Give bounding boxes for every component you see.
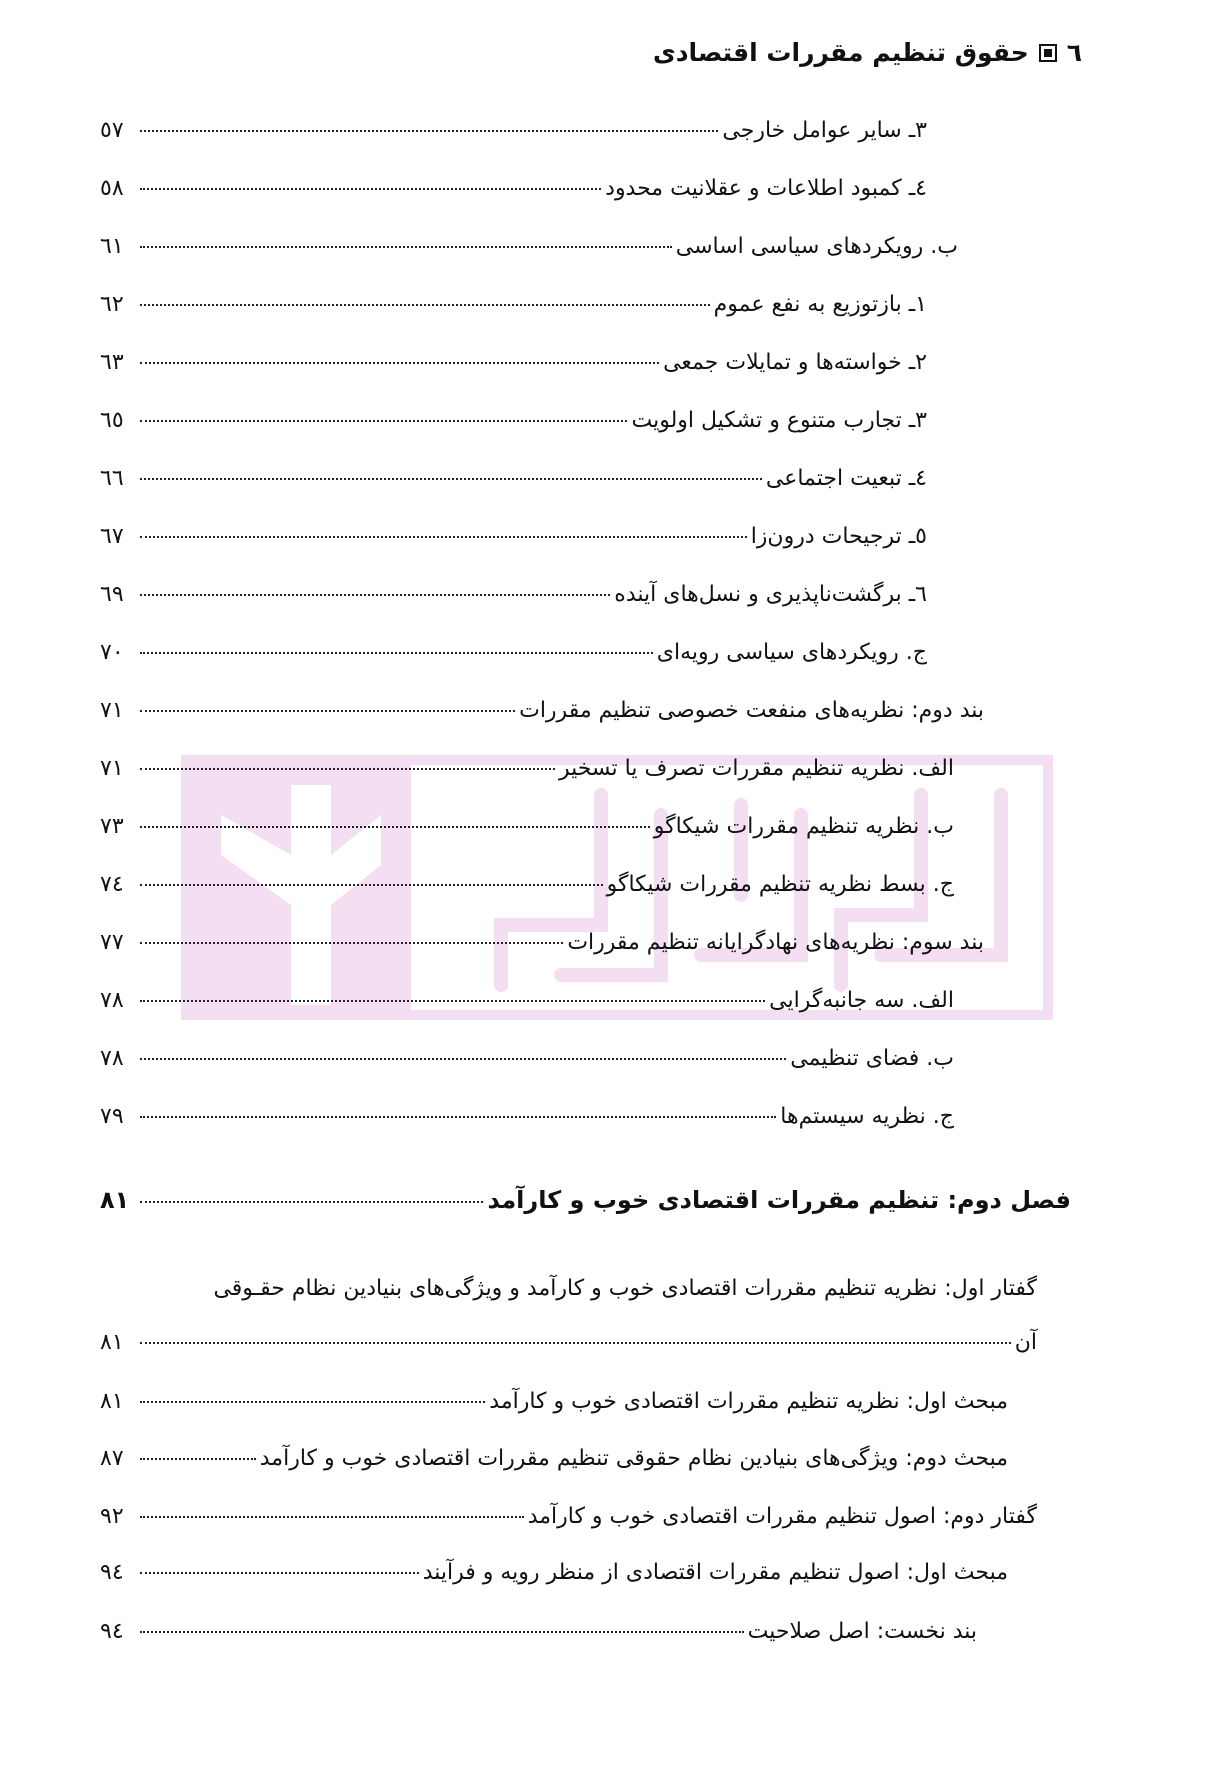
toc-entry-title: بند سوم: نظریه‌های نهادگرایانه تنظیم مقررات xyxy=(567,930,984,955)
toc-entry-page: ٦٥ xyxy=(100,408,124,433)
dot-leader xyxy=(140,652,653,654)
toc-entry-title: ٢ـ خواسته‌ها و تمایلات جمعی xyxy=(663,350,927,375)
toc-entry-title: ٤ـ تبعیت اجتماعی xyxy=(765,466,927,491)
toc-entry-title: ٥ـ ترجیحات درون‌زا xyxy=(750,524,927,549)
toc-entry-page: ٨١ xyxy=(100,1330,124,1355)
toc-entry xyxy=(100,640,927,676)
toc-entry-title: ب. فضای تنظیمی xyxy=(790,1046,954,1071)
toc-entry-page: ٧٨ xyxy=(100,1046,124,1071)
dot-leader xyxy=(140,826,650,828)
toc-entry-page: ٨١ xyxy=(100,1389,124,1414)
dot-leader xyxy=(140,1058,786,1060)
toc-entry-page: ٩٤ xyxy=(100,1619,124,1644)
toc-entry-title: مبحث اول: اصول تنظیم مقررات اقتصادی از منظر رویه و فرآیند xyxy=(422,1560,1008,1585)
toc-entry-title: آن xyxy=(1014,1330,1037,1355)
toc-entry-title: ج. نظریه سیستم‌ها xyxy=(780,1104,954,1129)
toc-entry xyxy=(100,1186,1071,1222)
toc-entry-title: ٣ـ تجارب متنوع و تشكیل اولویت xyxy=(631,408,927,433)
toc-entry-page: ٥٨ xyxy=(100,176,124,201)
toc-entry-title: الف. سه جانبه‌گرایی xyxy=(769,988,954,1013)
toc-entry xyxy=(100,698,984,734)
toc-entry xyxy=(100,756,954,792)
toc-entry-page: ٦٧ xyxy=(100,524,124,549)
toc-entry xyxy=(100,1619,977,1655)
page-number: ٦ xyxy=(1066,38,1082,67)
toc-entry-title: ١ـ بازتوزیع به نفع عموم xyxy=(713,292,927,317)
dot-leader xyxy=(140,1116,776,1118)
dot-leader xyxy=(140,420,627,422)
dot-leader xyxy=(140,942,563,944)
toc-entry-title: ٣ـ سایر عوامل خارجی xyxy=(722,118,927,143)
toc-entry xyxy=(100,118,927,154)
toc-entry xyxy=(100,234,958,270)
dot-leader xyxy=(140,884,603,886)
toc-entry-page: ٦٢ xyxy=(100,292,124,317)
toc-entry-page: ٩٢ xyxy=(100,1504,124,1529)
toc-entry-page: ٧٤ xyxy=(100,872,124,897)
toc-entry-title: ٦ـ برگشت‌ناپذیری و نسل‌های آینده xyxy=(614,582,927,607)
toc-entry-page: ٥٧ xyxy=(100,118,124,143)
toc-entry-page: ٧٠ xyxy=(100,640,124,665)
toc-entry-title: بند نخست: اصل صلاحیت xyxy=(747,1619,977,1644)
dot-leader xyxy=(140,1458,256,1460)
toc-entry-page: ٧٣ xyxy=(100,814,124,839)
toc-entry xyxy=(100,930,984,966)
toc-entry xyxy=(100,176,927,212)
dot-leader xyxy=(140,710,515,712)
toc-entry-page: ٨٧ xyxy=(100,1446,124,1471)
toc-entry-title: ب. رویكردهای سیاسی اساسی xyxy=(675,234,958,259)
toc-entry-page: ٧٩ xyxy=(100,1104,124,1129)
toc-entry-title: مبحث دوم: ویژگی‌های بنیادین نظام حقوقی تنظیم مقررات اقتصادی خوب و كارآمد xyxy=(259,1446,1008,1471)
toc-entry xyxy=(100,988,954,1024)
toc-entry-title: گفتار دوم: اصول تنظیم مقررات اقتصادی خوب و كارآمد xyxy=(527,1504,1037,1529)
toc-entry-page: ٨١ xyxy=(100,1186,130,1214)
dot-leader xyxy=(140,1342,1011,1344)
dot-leader xyxy=(140,130,718,132)
toc-entry-page: ٦١ xyxy=(100,234,124,259)
dot-leader xyxy=(140,594,610,596)
toc-entry xyxy=(100,524,927,560)
dot-leader xyxy=(140,1000,765,1002)
running-header xyxy=(653,38,1082,67)
toc-entry xyxy=(100,1560,1008,1596)
dot-leader xyxy=(140,1401,485,1403)
toc-entry xyxy=(100,1389,1008,1425)
dot-leader xyxy=(140,304,710,306)
toc-entry-page: ٧٨ xyxy=(100,988,124,1013)
toc-entry-page: ٧٧ xyxy=(100,930,124,955)
toc-entry xyxy=(100,1446,1008,1482)
toc-entry-title: ج. رویكردهای سیاسی رویه‌ای xyxy=(656,640,927,665)
toc-entry-page: ٧١ xyxy=(100,756,124,781)
toc-entry-title: الف. نظریه تنظیم مقررات تصرف یا تسخیر xyxy=(558,756,954,781)
dot-leader xyxy=(140,362,659,364)
toc-entry-title: ٤ـ كمبود اطلاعات و عقلانیت محدود xyxy=(605,176,927,201)
toc-entry-title: بند دوم: نظریه‌های منفعت خصوصی تنظیم مقررات xyxy=(519,698,984,723)
toc-entry xyxy=(100,408,927,444)
toc-entry xyxy=(100,1504,1037,1540)
dot-leader xyxy=(140,768,555,770)
square-bullet-icon xyxy=(1039,44,1057,62)
toc-entry-page: ٦٩ xyxy=(100,582,124,607)
dot-leader xyxy=(140,246,672,248)
toc-entry xyxy=(100,872,954,908)
toc-entry xyxy=(100,1104,954,1140)
toc-entry-title: ب. نظریه تنظیم مقررات شیكاگو xyxy=(653,814,954,839)
toc-entry-page: ٩٤ xyxy=(100,1560,124,1585)
toc-entry-title: مبحث اول: نظریه تنظیم مقررات اقتصادی خوب و كارآمد xyxy=(489,1389,1008,1414)
book-title: حقوق تنظیم مقررات اقتصادی xyxy=(652,38,1029,67)
toc-entry-title: ج. بسط نظریه تنظیم مقررات شیكاگو xyxy=(606,872,954,897)
dot-leader xyxy=(140,536,747,538)
toc-entry xyxy=(100,814,954,850)
toc-entry-title: فصل دوم: تنظیم مقررات اقتصادی خوب و كارآمد xyxy=(487,1186,1071,1214)
toc-entry-page: ٧١ xyxy=(100,698,124,723)
dot-leader xyxy=(140,1572,419,1574)
toc-entry-first-line: گفتار اول: نظریه تنظیم مقررات اقتصادی خوب و كارآمد و ویژگی‌های بنیادین نظام حقـوقی xyxy=(213,1276,1037,1301)
dot-leader xyxy=(140,1516,524,1518)
toc-entry xyxy=(100,292,927,328)
toc-entry xyxy=(100,466,927,502)
dot-leader xyxy=(140,478,762,480)
toc-entry xyxy=(100,1046,954,1082)
toc-entry xyxy=(100,350,927,386)
toc-entry-page: ٦٦ xyxy=(100,466,124,491)
dot-leader xyxy=(140,1631,744,1633)
dot-leader xyxy=(140,188,601,190)
toc-entry-page: ٦٣ xyxy=(100,350,124,375)
toc-entry xyxy=(100,582,927,618)
dot-leader xyxy=(140,1201,483,1203)
toc-entry xyxy=(100,1330,1037,1366)
